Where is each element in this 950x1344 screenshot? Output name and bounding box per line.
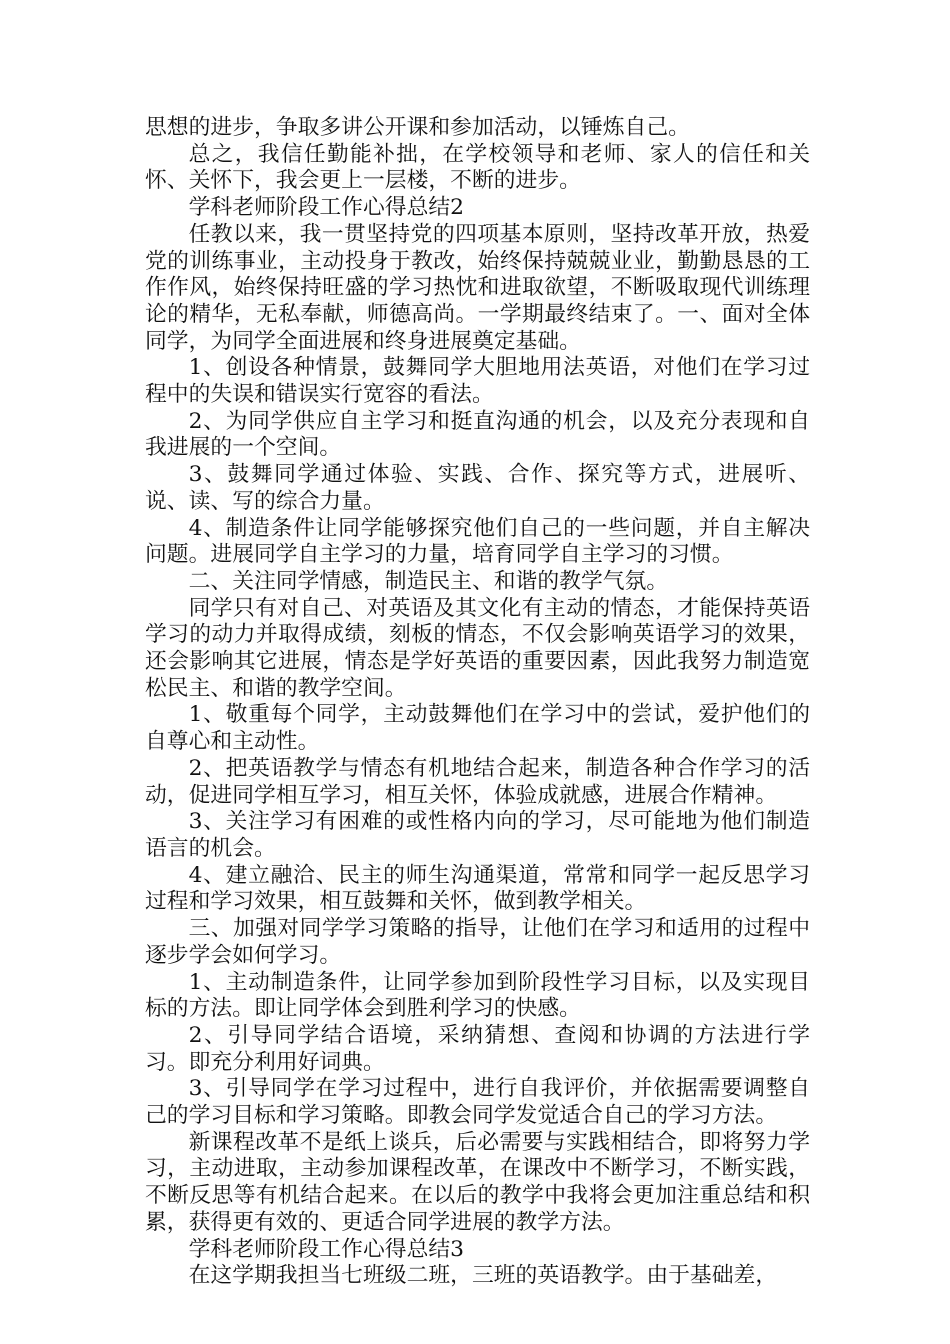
paragraph: 在这学期我担当七班级二班，三班的英语教学。由于基础差， [188,1263,778,1289]
paragraph: 任教以来，我一贯坚持党的四项基本原则，坚持改革开放，热爱党的训练事业，主动投身于教改，始终保持兢兢业业，勤勤恳恳的工作作风，始终保持旺盛的学习热忱和进取欲望，不断吸取现代训练理论的精华，无私奉献，师德高尚。一学期最终结束了。一、面对全体同学，为同学全面进展和终身进展奠定基础。 [145,221,810,354]
list-paragraph: 3、引导同学在学习过程中，进行自我评价，并依据需要调整自己的学习目标和学习策略。即教会同学发觉适合自己的学习方法。 [145,1076,810,1129]
subsection-paragraph: 二、关注同学情感，制造民主、和谐的教学气氛。 [188,568,669,594]
subsection-paragraph: 三、加强对同学学习策略的指导，让他们在学习和适用的过程中逐步学会如何学习。 [145,916,810,968]
list-paragraph: 2、为同学供应自主学习和挺直沟通的机会，以及充分表现和自我进展的一个空间。 [145,408,810,461]
paragraph: 新课程改革不是纸上谈兵，后必需要与实践相结合，即将努力学习，主动进取，主动参加课程改革，在课改中不断学习，不断实践，不断反思等有机结合起来。在以后的教学中我将会更加注重总结和积累，获得更有效的、更适合同学进展的教学方法。 [145,1129,810,1235]
section-heading: 学科老师阶段工作心得总结3 [188,1236,465,1262]
paragraph: 总之，我信任勤能补拙，在学校领导和老师、家人的信任和关怀、关怀下，我会更上一层楼，不断的进步。 [145,141,810,194]
paragraph-continuation: 思想的进步，争取多讲公开课和参加活动，以锤炼自己。 [145,115,690,140]
list-paragraph: 3、关注学习有困难的或性格内向的学习，尽可能地为他们制造语言的机会。 [145,809,810,861]
section-heading: 学科老师阶段工作心得总结2 [188,195,465,221]
list-paragraph: 1、主动制造条件，让同学参加到阶段性学习目标，以及实现目标的方法。即让同学体会到胜利学习的快感。 [145,969,810,1022]
list-paragraph: 2、引导同学结合语境，采纳猜想、查阅和协调的方法进行学习。即充分利用好词典。 [145,1022,810,1075]
list-paragraph: 3、鼓舞同学通过体验、实践、合作、探究等方式，进展听、说、读、写的综合力量。 [145,462,810,514]
list-paragraph: 1、敬重每个同学，主动鼓舞他们在学习中的尝试，爱护他们的自尊心和主动性。 [145,702,810,755]
list-paragraph: 4、建立融洽、民主的师生沟通渠道，常常和同学一起反思学习过程和学习效果，相互鼓舞和关怀，做到教学相关。 [145,862,810,915]
list-paragraph: 1、创设各种情景，鼓舞同学大胆地用法英语，对他们在学习过程中的失误和错误实行宽容的看法。 [145,355,810,408]
list-paragraph: 4、制造条件让同学能够探究他们自己的一些问题，并自主解决问题。进展同学自主学习的力量，培育同学自主学习的习惯。 [145,515,810,568]
paragraph: 同学只有对自己、对英语及其文化有主动的情态，才能保持英语学习的动力并取得成绩，刻板的情态，不仅会影响英语学习的效果，还会影响其它进展，情态是学好英语的重要因素，因此我努力制造宽松民主、和谐的教学空间。 [145,595,810,701]
document-page [145,115,810,1290]
list-paragraph: 2、把英语教学与情态有机地结合起来，制造各种合作学习的活动，促进同学相互学习，相互关怀，体验成就感，进展合作精神。 [145,755,810,808]
